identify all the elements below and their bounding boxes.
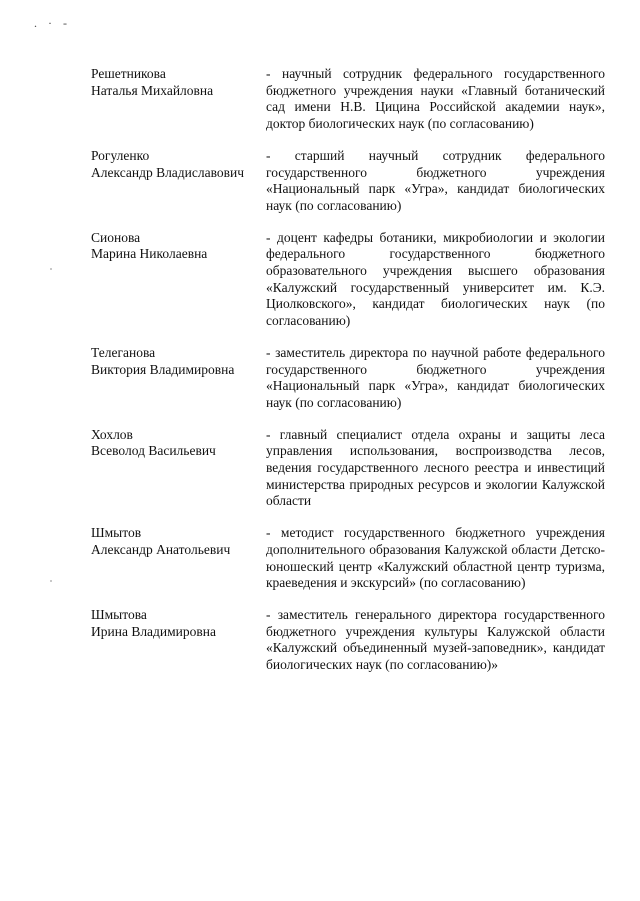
member-surname: Решетникова — [91, 66, 166, 81]
member-given-name: Всеволод Васильевич — [91, 443, 216, 459]
member-given-name: Александр Анатольевич — [91, 541, 231, 557]
member-name — [91, 427, 266, 511]
member-name — [91, 148, 266, 215]
margin-dot — [50, 580, 52, 582]
member-surname: Шмытов — [91, 525, 142, 541]
member-given-name: Александр Владиславович — [91, 164, 245, 180]
member-surname: Рогуленко — [91, 147, 150, 163]
member-role: - заместитель генерального директора государственного бюджетного учреждения культуры Калужской области «Калужский объединенный музей-заповедник», кандидат биологических наук (по согласованию)» — [266, 606, 605, 673]
member-name — [91, 345, 266, 412]
member-surname: Телеганова — [91, 344, 156, 360]
member-given-name: Наталья Михайловна — [91, 82, 214, 98]
member-row — [91, 345, 605, 412]
margin-dot — [50, 268, 52, 270]
member-row — [91, 427, 605, 511]
page-corner-mark: . · - — [34, 16, 71, 30]
commission-members-list — [91, 66, 605, 674]
member-row — [91, 525, 605, 592]
member-surname: Шмытова — [91, 606, 147, 622]
member-role: - научный сотрудник федерального государственного бюджетного учреждения науки «Главный ботанический сад имени Н.В. Цицина Российской академии наук», доктор биологических наук (по согласованию) — [266, 66, 605, 132]
member-row — [91, 230, 605, 330]
member-role: - методист государственного бюджетного учреждения дополнительного образования Калужской области Детско-юношеский центр «Калужский областной центр туризма, краеведения и экскурсий» (по согласованию) — [266, 525, 605, 591]
member-name — [91, 230, 266, 330]
member-given-name: Виктория Владимировна — [91, 361, 235, 377]
member-row — [91, 148, 605, 215]
member-name — [91, 66, 266, 133]
member-row — [91, 607, 605, 674]
member-role: - главный специалист отдела охраны и защиты леса управления использования, воспроизводства лесов, ведения государственного лесного реестра и инвестиций министерства природных ресурсов и экологии Калужской области — [266, 426, 605, 509]
member-role: - заместитель директора по научной работе федерального государственного бюджетного учреждения «Национальный парк «Угра», кандидат биологических наук (по согласованию) — [266, 344, 605, 410]
member-given-name: Ирина Владимировна — [91, 623, 217, 639]
member-surname: Сионова — [91, 229, 141, 245]
member-surname: Хохлов — [91, 426, 133, 442]
member-name — [91, 525, 266, 592]
member-role: - старший научный сотрудник федерального государственного бюджетного учреждения «Национальный парк «Угра», кандидат биологических наук (по согласованию) — [266, 147, 605, 213]
member-role: - доцент кафедры ботаники, микробиологии и экологии федерального государственного бюджетного образовательного учреждения высшего образования «Калужский государственный университет им. К.Э. Циолковского», кандидат биологических наук (по согласованию) — [266, 229, 605, 329]
member-given-name: Марина Николаевна — [91, 246, 208, 262]
member-row — [91, 66, 605, 133]
member-name — [91, 607, 266, 674]
